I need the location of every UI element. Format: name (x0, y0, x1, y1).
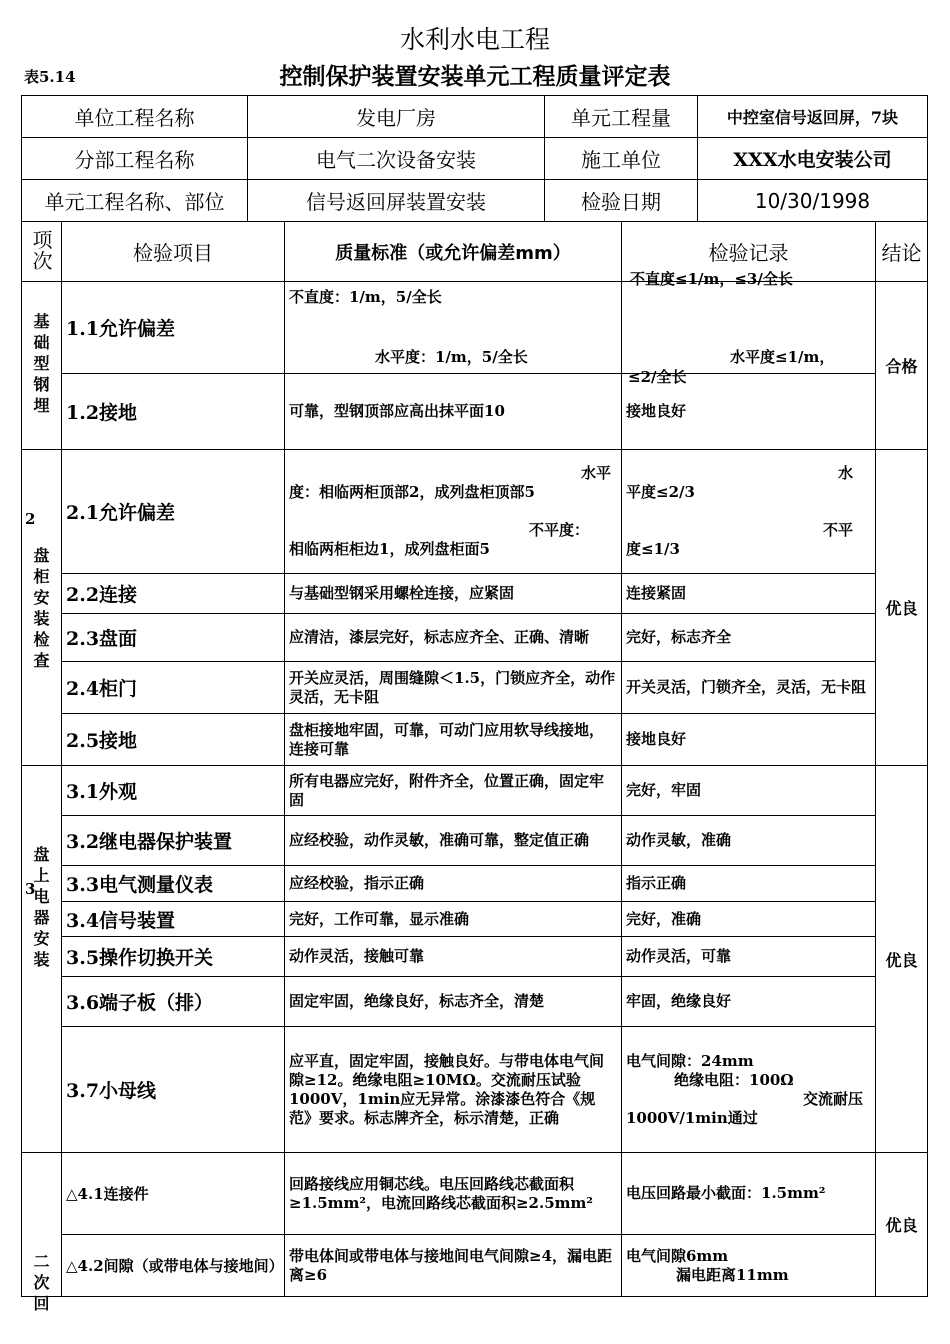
standard-cell: 水平 度：相临两柜顶部2，成列盘柜顶部5 不平度： 相临两柜柜边1，成列盘柜面5 (285, 450, 622, 574)
standard-cell: 盘柜接地牢固，可靠，可动门应用软导线接地，连接可靠 (285, 714, 622, 766)
conclusion-cell: 优良 (876, 450, 928, 766)
record-cell: 开关灵活，门锁齐全，灵活，无卡阻 (622, 662, 876, 714)
table-row (22, 450, 928, 574)
element-name-label: 单元工程名称、部位 (22, 180, 248, 222)
record-cell: 牢固，绝缘良好 (622, 977, 876, 1027)
inspect-date-value: 10/30/1998 (698, 180, 928, 222)
table-row (22, 1153, 928, 1235)
item-cell: 3.4信号装置 (62, 902, 285, 937)
section-number: 3 (25, 880, 36, 898)
item-cell: 2.5接地 (62, 714, 285, 766)
conclusion-cell: 合格 (876, 282, 928, 450)
conclusion-cell: 优良 (876, 766, 928, 1153)
table-row (22, 866, 928, 902)
table-row (22, 574, 928, 614)
table-row (22, 614, 928, 662)
table-row (22, 714, 928, 766)
table-row (22, 902, 928, 937)
record-cell: 动作灵活，可靠 (622, 937, 876, 977)
standard-cell: 应经校验，动作灵敏，准确可靠，整定值正确 (285, 816, 622, 866)
record-cell: 指示正确 (622, 866, 876, 902)
table-row (22, 766, 928, 816)
item-cell: 2.1允许偏差 (62, 450, 285, 574)
element-quantity-label: 单元工程量 (545, 96, 698, 138)
contractor-label: 施工单位 (545, 138, 698, 180)
record-cell: 接地良好 (622, 374, 876, 450)
section-name: 基础型钢埋 (22, 282, 62, 450)
item-cell: 3.6端子板（排） (62, 977, 285, 1027)
standard-cell: 应平直，固定牢固，接触良好。与带电体电气间隙≥12。绝缘电阻≥10MΩ。交流耐压试验1000V，1min应无异常。涂漆漆色符合《规范》要求。标志牌齐全，标示清楚，正确 (285, 1027, 622, 1153)
item-cell: 3.5操作切换开关 (62, 937, 285, 977)
title-sub: 控制保护装置安装单元工程质量评定表 (279, 64, 671, 90)
item-cell: 3.7小母线 (62, 1027, 285, 1153)
conclusion-cell: 优良 (876, 1153, 928, 1297)
title-main: 水利水电工程 (399, 25, 550, 54)
col-item: 检验项目 (62, 222, 285, 282)
col-standard: 质量标准（或允许偏差mm） (285, 222, 622, 282)
table-row (22, 977, 928, 1027)
inspect-date-label: 检验日期 (545, 180, 698, 222)
table-row (22, 937, 928, 977)
standard-cell: 应清洁，漆层完好，标志应齐全、正确、清晰 (285, 614, 622, 662)
section-cell (22, 766, 62, 1153)
info-row-1 (22, 96, 928, 138)
standard-cell: 与基础型钢采用螺栓连接，应紧固 (285, 574, 622, 614)
record-cell: 接地良好 (622, 714, 876, 766)
standard-cell: 固定牢固，绝缘良好，标志齐全，清楚 (285, 977, 622, 1027)
element-name-value: 信号返回屏装置安装 (248, 180, 545, 222)
table-row (22, 374, 928, 450)
sub-project-label: 分部工程名称 (22, 138, 248, 180)
record-cell: 完好，牢固 (622, 766, 876, 816)
item-cell: 1.2接地 (62, 374, 285, 450)
table-row (22, 662, 928, 714)
section-cell (22, 450, 62, 766)
table-row (22, 1027, 928, 1153)
col-seq: 项次 (22, 222, 62, 282)
col-record: 检验记录 (622, 222, 876, 282)
record-cell: 连接紧固 (622, 574, 876, 614)
record-cell: 完好，准确 (622, 902, 876, 937)
table-row (22, 1235, 928, 1297)
item-cell: 1.1允许偏差 (62, 282, 285, 374)
standard-cell: 所有电器应完好，附件齐全，位置正确，固定牢固 (285, 766, 622, 816)
unit-project-value: 发电厂房 (248, 96, 545, 138)
record-cell: 动作灵敏，准确 (622, 816, 876, 866)
table-row (22, 816, 928, 866)
item-cell: 2.2连接 (62, 574, 285, 614)
section-number: 2 (25, 510, 36, 528)
unit-project-label: 单位工程名称 (22, 96, 248, 138)
record-cell: 完好，标志齐全 (622, 614, 876, 662)
standard-cell: 动作灵活，接触可靠 (285, 937, 622, 977)
element-quantity-value: 中控室信号返回屏，7块 (698, 96, 928, 138)
item-cell: 3.3电气测量仪表 (62, 866, 285, 902)
item-cell: 3.2继电器保护装置 (62, 816, 285, 866)
item-cell: 2.4柜门 (62, 662, 285, 714)
info-row-2 (22, 138, 928, 180)
standard-cell: 完好，工作可靠，显示准确 (285, 902, 622, 937)
quality-evaluation-table (21, 95, 928, 1313)
sub-project-value: 电气二次设备安装 (248, 138, 545, 180)
standard-cell: 不直度：1/m，5/全长 水平度：1/m，5/全长 (285, 282, 622, 374)
record-cell: 不直度≤1/m，≤3/全长 水平度≤1/m， ≤2/全长 (622, 282, 876, 374)
standard-cell: 应经校验，指示正确 (285, 866, 622, 902)
col-conclusion: 结论 (876, 222, 928, 282)
record-cell: 水 平度≤2/3 不平 度≤1/3 (622, 450, 876, 574)
section-name: 盘柜安装检查 (33, 545, 50, 670)
item-cell: △4.2间隙（或带电体与接地间） (62, 1235, 285, 1297)
item-cell: △4.1连接件 (62, 1153, 285, 1235)
section-cell (22, 1153, 62, 1313)
record-cell: 电气间隙：24mm 绝缘电阻：100Ω 交流耐压 1000V/1min通过 (622, 1027, 876, 1153)
item-cell: 3.1外观 (62, 766, 285, 816)
info-row-3 (22, 180, 928, 222)
item-cell: 2.3盘面 (62, 614, 285, 662)
standard-cell: 带电体间或带电体与接地间电气间隙≥4，漏电距离≥6 (285, 1235, 622, 1297)
record-cell: 电气间隙6mm 漏电距离11mm (622, 1235, 876, 1297)
section-name: 二次回 (33, 1252, 50, 1313)
standard-cell: 回路接线应用铜芯线。电压回路线芯截面积≥1.5mm²，电流回路线芯截面积≥2.5mm² (285, 1153, 622, 1235)
standard-cell: 开关应灵活，周围缝隙＜1.5，门锁应齐全，动作灵活，无卡阻 (285, 662, 622, 714)
section-name: 盘上电器安装 (33, 845, 50, 969)
standard-cell: 可靠，型钢顶部应高出抹平面10 (285, 374, 622, 450)
record-cell: 电压回路最小截面：1.5mm² (622, 1153, 876, 1235)
table-row (22, 282, 928, 374)
table-number: 表5.14 (24, 68, 76, 86)
contractor-value: XXX水电安装公司 (698, 138, 928, 180)
